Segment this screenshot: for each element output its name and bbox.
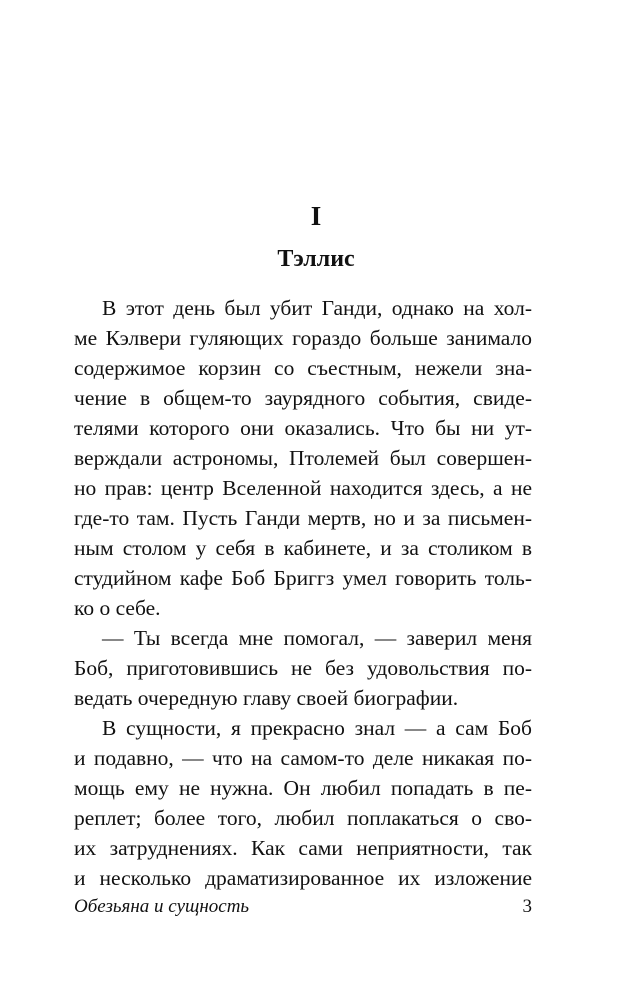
text-line: и подавно, — что на самом-то деле никакая по- (74, 746, 532, 770)
text-line: студийном кафе Боб Бриггз умел говорить толь- (74, 566, 532, 590)
body-text (74, 293, 532, 893)
text-line: чение в общем-то заурядного события, свиде- (74, 386, 532, 410)
text-line: где-то там. Пусть Ганди мертв, но и за письмен- (74, 506, 532, 530)
chapter-number: I (310, 201, 322, 231)
text-line: реплет; более того, любил поплакаться о сво- (74, 806, 532, 830)
text-line: но прав: центр Вселенной находится здесь, а не (74, 476, 532, 500)
footer-book-title: Обезьяна и сущность (74, 896, 250, 917)
page-number: 3 (522, 896, 532, 917)
text-line: ко о себе. (74, 596, 161, 620)
text-line: ме Кэлвери гуляющих гораздо больше занимало (74, 326, 532, 350)
text-line: телями которого они оказались. Что бы ни ут- (74, 416, 532, 440)
text-line: верждали астрономы, Птолемей был совершен- (74, 446, 532, 470)
text-line: ным столом у себя в кабинете, и за столиком в (74, 536, 532, 560)
text-line: мощь ему не нужна. Он любил попадать в пе- (74, 776, 532, 800)
text-line: В этот день был убит Ганди, однако на хол- (102, 296, 532, 320)
text-line: содержимое корзин со съестным, нежели зна- (74, 356, 532, 380)
chapter-title: Тэллис (277, 246, 355, 272)
text-line: их затруднениях. Как сами неприятности, так (74, 836, 532, 860)
text-line: В сущности, я прекрасно знал — а сам Боб (102, 716, 532, 740)
text-line: Боб, приготовившись не без удовольствия по- (74, 656, 532, 680)
text-line: ведать очередную главу своей биографии. (74, 686, 459, 710)
text-line: и несколько драматизированное их изложение (74, 866, 532, 890)
text-line: — Ты всегда мне помогал, — заверил меня (102, 626, 532, 650)
